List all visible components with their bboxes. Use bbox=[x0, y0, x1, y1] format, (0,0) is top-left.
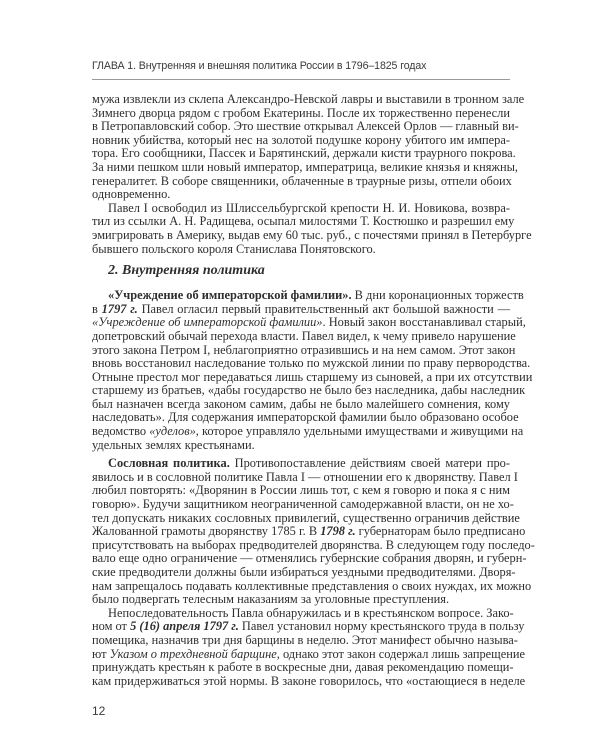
text-line: новник убийства, который нес на золотой подушке корону убитого им импера- bbox=[92, 132, 510, 147]
page-body bbox=[92, 92, 535, 688]
text-run: В дни коронационных торжеств bbox=[351, 288, 524, 303]
text-line: помещика, назначив три дня барщины в неделю. Этот манифест обычно называ- bbox=[92, 632, 518, 647]
text-line: нам запрещалось подавать коллективные представления о своих нуждах, их можно bbox=[92, 578, 532, 593]
text-line: Зимнего дворца рядом с гробом Екатерины. После их торжественно перенесли bbox=[92, 105, 510, 120]
italic-run: «Учреждение об императорской фамилии» bbox=[92, 315, 323, 330]
text-line bbox=[92, 646, 525, 662]
text-line: был назначен всегда законом самим, дабы не было малейшего сомнения, кому bbox=[92, 396, 510, 411]
bold-run: Сословная политика. bbox=[108, 456, 230, 471]
text-line: присутствовать на выборах предводителей дворянства. В следующем году последо- bbox=[92, 537, 535, 552]
text-line: Отныне престол мог передаваться лишь старшему из сыновей, а при их отсутствии bbox=[92, 369, 533, 384]
text-line bbox=[92, 424, 524, 439]
text-line: тил из ссылки А. Н. Радищева, осыпал милостями Т. Костюшко и разрешил ему bbox=[92, 214, 515, 229]
text-run: , однако этот закон содержал лишь запрещение bbox=[276, 646, 525, 661]
paragraph bbox=[92, 288, 533, 452]
text-run: ном от bbox=[92, 619, 131, 634]
bold-italic-run: 5 (16) апреля 1797 г. bbox=[130, 619, 239, 634]
text-line: вало еще одно ограничение — отменялись губернские собрания дворян, и губерн- bbox=[92, 551, 527, 566]
text-line: любил повторять: «Дворянин в России лишь тот, с кем я говорю и пока я с ним bbox=[92, 483, 510, 498]
text-line: допетровский обычай перехода власти. Павел видел, к чему привело нарушение bbox=[92, 328, 516, 343]
bold-italic-run: 1797 г. bbox=[101, 301, 138, 316]
text-line: удельных землях крестьянами. bbox=[92, 437, 255, 452]
text-line: ские предводители должны были избираться уездными предводителями. Дворя- bbox=[92, 565, 516, 579]
running-header: ГЛАВА 1. Внутренняя и внешняя политика России в 1796–1825 годах bbox=[92, 60, 427, 72]
text-line bbox=[92, 457, 510, 471]
bold-run: «Учреждение об императорской фамилии». bbox=[108, 288, 352, 303]
paragraph bbox=[92, 92, 525, 202]
text-run: ведомство bbox=[92, 424, 150, 439]
text-run: Противопоставление действиям своей матери про- bbox=[229, 456, 510, 471]
section-heading: 2. Внутренняя политика bbox=[108, 263, 265, 279]
text-line: тора. Его сообщники, Пассек и Барятинский, держали кисти траурного покрова. bbox=[92, 146, 516, 161]
text-run: , которое управляло удельными имуществами и живущими на bbox=[195, 424, 524, 439]
text-line: принуждать крестьян к работе в воскресные дни, давая рекомендацию помещи- bbox=[92, 660, 514, 675]
page-number: 12 bbox=[92, 704, 106, 718]
header-divider bbox=[92, 79, 510, 80]
text-run: губернаторам было предписано bbox=[355, 524, 526, 539]
text-line bbox=[92, 303, 510, 317]
text-line: Непоследовательность Павла обнаружилась и в крестьянском вопросе. Зако- bbox=[108, 605, 514, 620]
text-line: в Петропавловский собор. Это шествие открывал Алексей Орлов — главный ви- bbox=[92, 119, 519, 134]
text-line: вновь восстановил наследование только по мужской линии по праву первородства. bbox=[92, 356, 531, 371]
text-line: генералитет. В соборе священники, облаченные в траурные ризы, отпели обоих bbox=[92, 173, 512, 188]
paragraph bbox=[92, 200, 532, 256]
text-line: Павел I освободил из Шлиссельбургской крепости Н. И. Новикова, возвра- bbox=[108, 200, 510, 215]
text-run: в bbox=[92, 301, 102, 316]
paragraph bbox=[92, 456, 535, 607]
text-line: наследовать». Для содержания императорской фамилии было образовано особое bbox=[92, 410, 519, 425]
text-line: одновременно. bbox=[92, 187, 171, 202]
italic-run: «уделов» bbox=[149, 424, 196, 439]
text-line: было подвергать телесным наказаниям за уголовные преступления. bbox=[92, 592, 450, 607]
text-line: этого закона Петром I, неблагоприятно отразившись и на нем самом. Этот закон bbox=[92, 342, 516, 357]
text-line: бывшего польского короля Станислава Понятовского. bbox=[92, 241, 376, 256]
italic-run: Указом о трехдневной барщине bbox=[109, 646, 277, 661]
text-line bbox=[92, 315, 526, 330]
text-line: тел допускать никаких сословных привилегий, существенно ограничив действие bbox=[92, 510, 520, 525]
text-run: ют bbox=[92, 646, 110, 661]
text-line bbox=[92, 524, 526, 539]
text-line: эмигрировать в Америку, выдав ему 60 тыс. руб., с почестями принял в Петербурге bbox=[92, 227, 532, 242]
bold-italic-run: 1798 г. bbox=[320, 524, 356, 539]
text-line: кам придерживаться этой нормы. В законе говорилось, что «остающиеся в неделе bbox=[92, 673, 526, 688]
text-run: Жалованной грамоты дворянству 1785 г. В bbox=[92, 524, 321, 539]
text-line: говорю». Будучи защитником неограниченной самодержавной власти, он не хо- bbox=[92, 497, 514, 512]
paragraph bbox=[92, 605, 526, 689]
text-line: За ними пешком шли новый император, императрица, великие князья и княжны, bbox=[92, 159, 519, 174]
text-line: мужа извлекли из склепа Александро-Невской лавры и выставили в тронном зале bbox=[92, 92, 525, 106]
text-run: Павел огласил первый правительственный акт большой важности — bbox=[137, 301, 511, 316]
text-line bbox=[92, 288, 524, 303]
text-run: Павел установил норму крестьянского труда в пользу bbox=[238, 619, 525, 634]
text-line: старшему из братьев, «дабы государство не было без наследника, дабы наследник bbox=[92, 383, 526, 398]
text-line bbox=[92, 619, 525, 634]
text-line: явилось и в сословной политике Павла I — отношении его к дворянству. Павел I bbox=[92, 469, 518, 484]
text-run: . Новый закон восстанавливал старый, bbox=[322, 315, 526, 330]
